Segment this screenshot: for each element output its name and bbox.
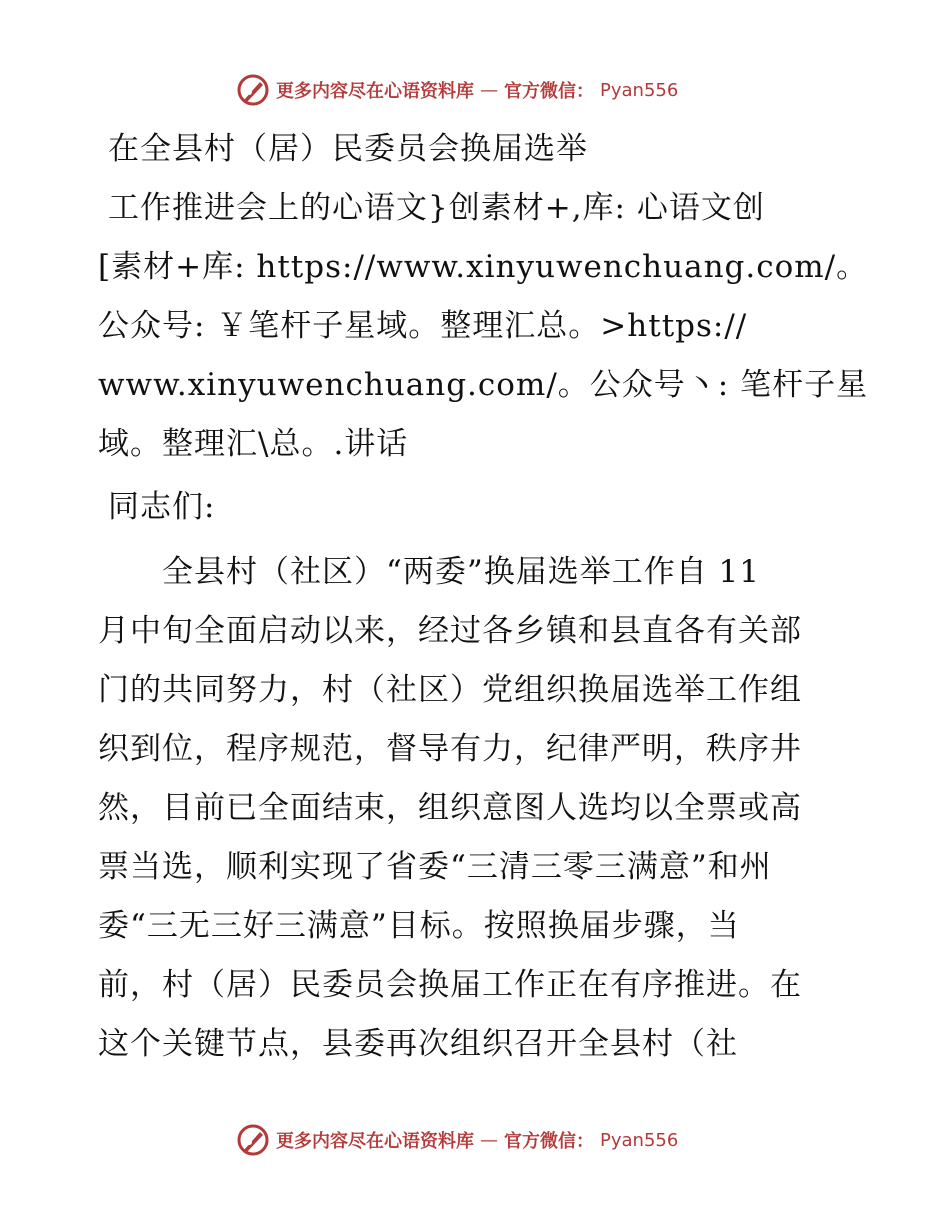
body-line: 前，村（居）民委员会换届工作正在有序推进。在	[98, 967, 802, 1003]
intro-line: [素材+库: https://www.xinyuwenchuang.com/。	[98, 249, 869, 285]
watermark-separator: —	[480, 1129, 498, 1151]
intro-line: 工作推进会上的心语文}创素材+,库: 心语文创	[108, 190, 765, 226]
intro-line: www.xinyuwenchuang.com/。公众号丶: 笔杆子星	[98, 367, 869, 403]
watermark-text: 更多内容尽在心语资料库	[276, 1131, 474, 1152]
watermark-wechat-id: Pyan556	[600, 79, 679, 101]
intro-line: 域。整理汇\总。.讲话	[98, 426, 409, 462]
body-line: 门的共同努力，村（社区）党组织换届选举工作组	[98, 672, 802, 708]
watermark-wechat-id: Pyan556	[600, 1129, 679, 1151]
greeting: 同志们:	[108, 489, 216, 525]
body-line: 然，目前已全面结束，组织意图人选均以全票或高	[98, 790, 802, 826]
body-line: 这个关键节点，县委再次组织召开全县村（社	[98, 1026, 738, 1062]
watermark-text: 更多内容尽在心语资料库	[276, 81, 474, 102]
watermark-footer	[236, 1120, 678, 1160]
watermark-official-label: 官方微信：	[504, 1131, 594, 1152]
watermark-separator: —	[480, 79, 498, 101]
document-content	[98, 120, 869, 1074]
title-line: 在全县村（居）民委员会换届选举	[108, 131, 588, 167]
document-title	[98, 120, 858, 179]
watermark-header	[236, 70, 678, 110]
body-line: 月中旬全面启动以来，经过各乡镇和县直各有关部	[98, 613, 802, 649]
body-line: 票当选，顺利实现了省委“三清三零三满意”和州	[98, 849, 772, 885]
body-line: 织到位，程序规范，督导有力，纪律严明，秩序井	[98, 731, 802, 767]
body-line: 委“三无三好三满意”目标。按照换届步骤，当	[98, 908, 740, 944]
body-line: 全县村（社区）“两委”换届选举工作自 11	[98, 554, 760, 590]
body-paragraph	[98, 543, 858, 1074]
document-intro	[98, 179, 869, 474]
intro-line: 公众号: ￥笔杆子星域。整理汇总。>https://	[98, 308, 748, 344]
watermark-official-label: 官方微信：	[504, 81, 594, 102]
quill-logo-icon	[236, 1123, 270, 1157]
quill-logo-icon	[236, 73, 270, 107]
